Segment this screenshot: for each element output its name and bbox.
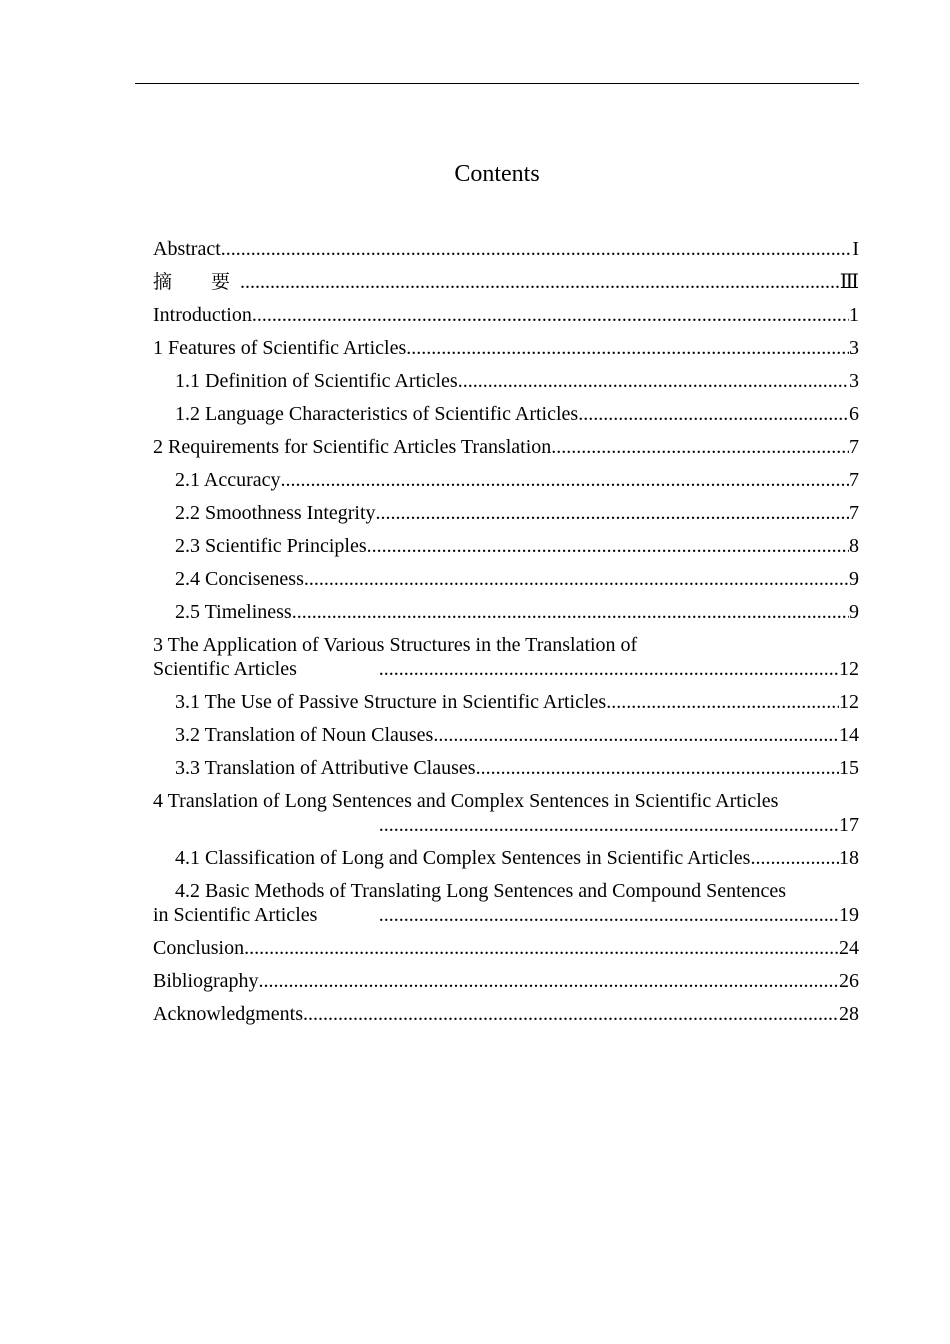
toc-entry-label: 3.1 The Use of Passive Structure in Scientific Articles <box>175 691 607 713</box>
toc-leader-dots <box>379 903 839 927</box>
toc-entry-label: 2 Requirements for Scientific Articles Translation <box>153 436 552 458</box>
toc-entry-section-3-1[interactable] <box>153 681 859 714</box>
toc-entry-label: 1.1 Definition of Scientific Articles <box>175 370 458 392</box>
toc-leader-dots <box>406 336 849 360</box>
toc-leader-dots <box>259 969 839 993</box>
toc-entry-acknowledgments[interactable] <box>153 993 859 1026</box>
toc-entry-conclusion[interactable] <box>153 927 859 960</box>
toc-entry-page: 26 <box>839 970 859 992</box>
toc-entry-chapter-1[interactable] <box>153 327 859 360</box>
toc-entry-abstract[interactable] <box>153 228 859 261</box>
toc-entry-label: 2.4 Conciseness <box>175 568 304 590</box>
toc-entry-label: Conclusion <box>153 937 245 959</box>
toc-leader-dots <box>304 567 849 591</box>
toc-entry-label: 4.1 Classification of Long and Complex Sentences in Scientific Articles <box>175 847 751 869</box>
toc-entry-label: 2.5 Timeliness <box>175 601 292 623</box>
toc-leader-dots <box>433 723 839 747</box>
toc-leader-dots <box>252 303 849 327</box>
toc-entry-label <box>153 879 787 927</box>
toc-entry-page: 7 <box>849 436 859 458</box>
toc-leader-dots <box>458 369 849 393</box>
toc-leader-dots <box>606 690 839 714</box>
toc-entry-page: 18 <box>839 847 859 869</box>
table-of-contents <box>153 228 859 1026</box>
page-title: Contents <box>454 161 540 187</box>
toc-entry-page: 1 <box>849 304 859 326</box>
toc-entry-introduction[interactable] <box>153 294 859 327</box>
toc-entry-section-1-1[interactable] <box>153 360 859 393</box>
toc-entry-label: 2.3 Scientific Principles <box>175 535 367 557</box>
toc-entry-label: Introduction <box>153 304 252 326</box>
toc-leader-dots <box>221 237 853 261</box>
toc-entry-label: 1 Features of Scientific Articles <box>153 337 407 359</box>
toc-entry-page: 7 <box>849 502 859 524</box>
toc-entry-label: 摘 要 <box>153 271 241 293</box>
toc-entry-label: 2.1 Accuracy <box>175 469 281 491</box>
toc-entry-section-4-1[interactable] <box>153 837 859 870</box>
toc-entry-bibliography[interactable] <box>153 960 859 993</box>
toc-entry-section-2-2[interactable] <box>153 492 859 525</box>
toc-entry-page: 9 <box>849 568 859 590</box>
toc-entry-label: Abstract <box>153 238 221 260</box>
toc-entry-label-line2 <box>153 813 379 837</box>
toc-entry-page: 28 <box>839 1003 859 1025</box>
toc-leader-dots <box>379 657 839 681</box>
toc-leader-dots <box>476 756 839 780</box>
header-rule <box>135 83 859 84</box>
toc-entry-page: 19 <box>839 904 859 926</box>
toc-entry-section-2-3[interactable] <box>153 525 859 558</box>
toc-entry-chapter-4[interactable] <box>153 780 859 837</box>
toc-entry-label-line2: in Scientific Articles <box>153 904 318 926</box>
toc-leader-dots <box>244 936 839 960</box>
toc-entry-section-3-3[interactable] <box>153 747 859 780</box>
toc-entry-section-1-2[interactable] <box>153 393 859 426</box>
toc-entry-page: 12 <box>839 658 859 680</box>
toc-entry-section-2-1[interactable] <box>153 459 859 492</box>
toc-entry-section-4-2[interactable] <box>153 870 859 927</box>
toc-leader-dots <box>750 846 839 870</box>
toc-entry-section-2-5[interactable] <box>153 591 859 624</box>
toc-entry-label-line2: Scientific Articles <box>153 658 297 680</box>
toc-leader-dots <box>292 600 849 624</box>
toc-leader-dots <box>281 468 849 492</box>
toc-leader-dots <box>578 402 849 426</box>
toc-entry-label-line1: 4.2 Basic Methods of Translating Long Sentences and Compound Sentences <box>175 880 787 902</box>
toc-leader-dots <box>303 1002 839 1026</box>
toc-entry-chapter-3[interactable] <box>153 624 859 681</box>
toc-entry-label: 2.2 Smoothness Integrity <box>175 502 376 524</box>
toc-leader-dots <box>367 534 849 558</box>
toc-entry-label-line1: 3 The Application of Various Structures in the Translation of <box>153 634 638 656</box>
toc-entry-label: 3.2 Translation of Noun Clauses <box>175 724 434 746</box>
toc-entry-page: 8 <box>849 535 859 557</box>
toc-leader-dots <box>551 435 849 459</box>
toc-entry-label: 3.3 Translation of Attributive Clauses <box>175 757 476 779</box>
toc-entry-label <box>153 789 779 837</box>
toc-entry-label: 1.2 Language Characteristics of Scientific Articles <box>175 403 579 425</box>
toc-entry-page: Ⅲ <box>839 271 859 293</box>
toc-entry-page: 3 <box>849 370 859 392</box>
toc-leader-dots <box>379 813 839 837</box>
toc-entry-section-2-4[interactable] <box>153 558 859 591</box>
toc-leader-dots <box>376 501 849 525</box>
toc-leader-dots <box>240 270 840 294</box>
toc-entry-label <box>153 633 638 681</box>
toc-entry-page: 14 <box>839 724 859 746</box>
toc-entry-label-line1: 4 Translation of Long Sentences and Complex Sentences in Scientific Articles <box>153 790 779 812</box>
toc-entry-page: 12 <box>839 691 859 713</box>
toc-entry-page: 7 <box>849 469 859 491</box>
toc-entry-label: Acknowledgments <box>153 1003 303 1025</box>
toc-entry-page: 24 <box>839 937 859 959</box>
toc-entry-page: 17 <box>839 814 859 836</box>
toc-entry-chinese-abstract[interactable] <box>153 261 859 294</box>
toc-entry-page: I <box>852 238 859 260</box>
toc-entry-label: Bibliography <box>153 970 259 992</box>
toc-entry-page: 6 <box>849 403 859 425</box>
toc-entry-section-3-2[interactable] <box>153 714 859 747</box>
toc-entry-page: 9 <box>849 601 859 623</box>
toc-entry-page: 15 <box>839 757 859 779</box>
toc-entry-page: 3 <box>849 337 859 359</box>
toc-entry-chapter-2[interactable] <box>153 426 859 459</box>
